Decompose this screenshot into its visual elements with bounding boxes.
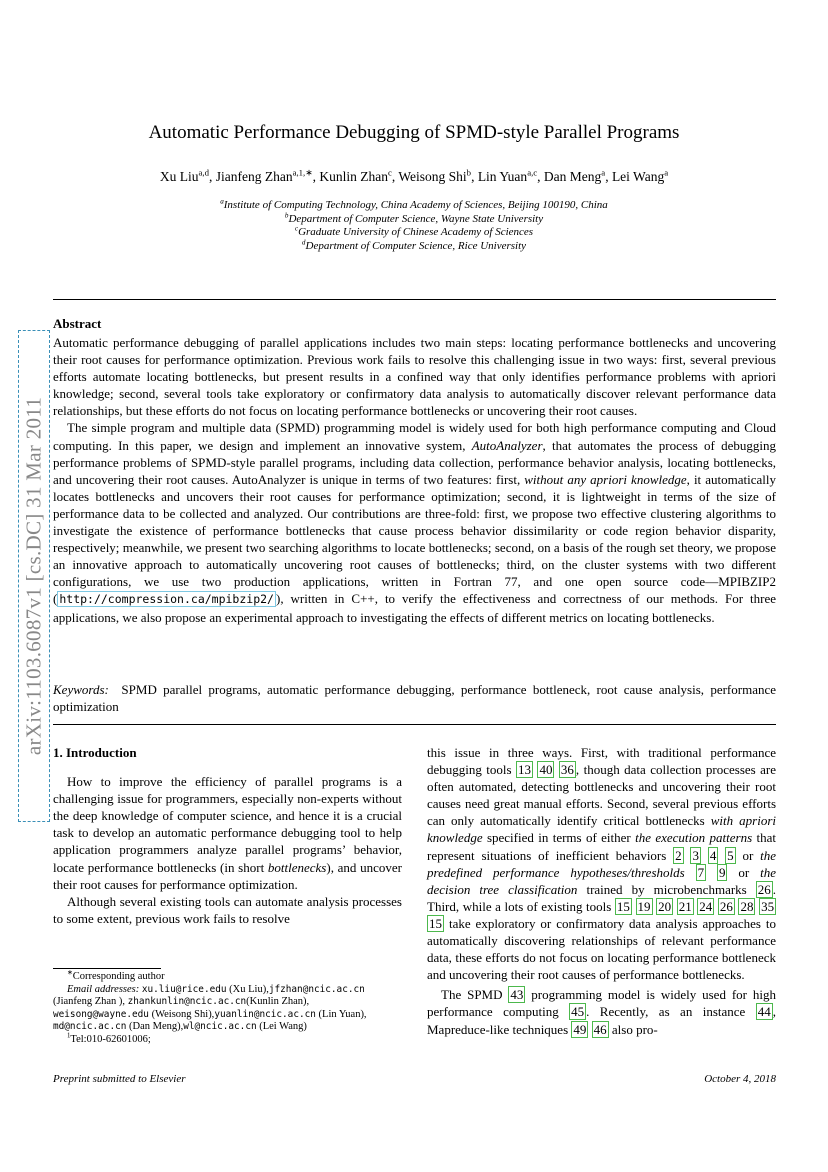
tel-footnote: $^1$Tel:010-62601006; xyxy=(67,1032,151,1045)
author-name: Weisong Shi$^b$ xyxy=(398,167,472,184)
intro-paragraph-4: The SPMD 43 programming model is widely used for high performance computing 45 . Recently, as an instance 44 , Mapreduce-like techniques 49 46 also pro- xyxy=(427,987,776,1037)
citation-link[interactable]: 19 xyxy=(637,898,651,914)
keywords-text: SPMD parallel programs, automatic performance debugging, performance bottleneck, root cause analysis, performance optimization xyxy=(53,682,776,715)
corresponding-footnote: ∗Corresponding author xyxy=(67,969,165,982)
footer-date: October 4, 2018 xyxy=(704,1073,776,1085)
citation-link[interactable]: 44 xyxy=(757,1004,771,1020)
email-address[interactable]: md@ncic.ac.cn xyxy=(53,1021,127,1033)
affiliation-line: $^c$Graduate University of Chinese Academy of Sciences xyxy=(294,224,534,238)
abstract-body xyxy=(53,334,776,626)
citation-link[interactable]: 28 xyxy=(740,898,754,914)
keywords xyxy=(53,681,776,715)
citation-link[interactable]: 26 xyxy=(757,881,771,897)
author-name: Xu Liu$^{a,d}$ xyxy=(159,167,209,184)
abstract-heading: Abstract xyxy=(53,316,102,331)
author-list: Xu Liu$^{a,d}$, Jianfeng Zhan$^{a,1,∗}$, Kunlin Zhan$^c$, Weisong Shi$^b$, Lin Yuan$^{a,c}$, Dan Meng$^a$, Lei Wang$^a$ xyxy=(159,167,669,184)
citation-link[interactable]: 2 xyxy=(675,847,682,863)
citation-link[interactable]: 13 xyxy=(518,762,532,778)
citation-link[interactable]: 21 xyxy=(678,898,692,914)
author-name: Lei Wang$^a$ xyxy=(611,167,669,184)
citation-link[interactable]: 49 xyxy=(573,1021,587,1037)
intro-paragraph-3: this issue in three ways. First, with traditional performance debugging tools 13 40 36 , though data collection processes are often automated, detecting bottlenecks and uncovering their root causes need great manual efforts. Second, several previous efforts can only automatically identify critical bottlenecks with apriori knowledge specified in terms of either the execution patterns that represent situations of inefficient behaviors 2 3 4 5 or the predefined performance hypotheses/thresholds 7 9 or the decision tree classification trained by microbenchmarks 26 . Third, while a lots of existing tools 15 19 20 21 24 26 28 35 15 take exploratory or confirmatory data analysis approaches to automatically discovering relationships of relevant performance data, these efforts do not focus on locating performance bottleneck and uncovering their root causes of performance bottlenecks. xyxy=(427,745,777,983)
footer-preprint: Preprint submitted to Elsevier xyxy=(53,1073,186,1085)
abstract-top-rule xyxy=(53,299,776,300)
author-name: Kunlin Zhan$^c$ xyxy=(319,167,392,184)
keywords-label: Keywords: xyxy=(53,682,109,697)
abstract-paragraph-1: Automatic performance debugging of parallel applications includes two main steps: locating performance bottlenecks and uncovering their root causes for performance optimization. Previous work fails to resolve this challenging issue in two ways: first, several previous efforts automate locating bottlenecks, but present results in a confined way that only identifies performance problems with apriori knowledge; second, several tools take exploratory or confirmatory data analysis to automatically discover relevant performance data relationships, but these efforts do not focus on locating performance bottlenecks or uncovering their root causes. xyxy=(53,335,776,419)
citation-link[interactable]: 36 xyxy=(560,762,574,778)
author-name: Dan Meng$^a$ xyxy=(543,167,606,184)
citation-link[interactable]: 20 xyxy=(658,898,672,914)
intro-paragraph-2: Although several existing tools can automate analysis processes to some extent, previous work fails to resolve xyxy=(53,893,402,926)
citation-link[interactable]: 40 xyxy=(539,762,553,778)
mpibzip2-link[interactable]: http://compression.ca/mpibzip2/ xyxy=(59,592,274,607)
email-address[interactable]: weisong@wayne.edu xyxy=(53,1008,149,1020)
citation-link[interactable]: 24 xyxy=(699,898,713,914)
affiliation-list xyxy=(0,199,828,253)
email-address[interactable]: jfzhan@ncic.ac.cn xyxy=(268,983,365,995)
author-name: Lin Yuan$^{a,c}$ xyxy=(477,167,538,184)
left-column xyxy=(53,744,402,927)
citation-link[interactable]: 15 xyxy=(616,898,630,914)
email-address[interactable]: yuanlin@ncic.ac.cn xyxy=(214,1008,316,1020)
abstract-paragraph-2: The simple program and multiple data (SPMD) programming model is widely used for both high performance computing and Cloud computing. In this paper, we design and implement an innovative system, AutoAnalyzer, that automates the process of debugging performance problems of SPMD-style parallel programs, including data collection, performance behavior analysis, locating bottlenecks, and uncovering their root causes. AutoAnalyzer is unique in terms of two features: first, without any apriori knowledge, it automatically locates bottlenecks and uncovers their root causes for performance optimization; second, it is lightweight in terms of the size of performance data to be collected and analyzed. Our contributions are three-fold: first, we propose two effective clustering algorithms to investigate the existence of performance bottlenecks that cause process behavior dissimilarity or code region behavior disparity, respectively; meanwhile, we present two searching algorithms to locate bottlenecks; second, on a basis of the rough set theory, we propose an innovative approach to automatically uncovering root causes of bottlenecks; third, on the cluster systems with two different configurations, we use two production applications, written in Fortran 77, and one open source code—MPIBZIP2 ( http://compression.ca/mpibzip2/ ), written in C++, to verify the effectiveness and correctness of our methods. For three applications, we also propose an experimental approach to investigating the effects of different metrics on locating bottlenecks. xyxy=(53,420,776,625)
citation-link[interactable]: 26 xyxy=(719,898,733,914)
email-footnote: Email addresses: xu.liu@rice.edu (Xu Liu),jfzhan@ncic.ac.cn (Jianfeng Zhan ), zhankunlin@ncic.ac.cn(Kunlin Zhan), weisong@wayne.edu (Weisong Shi),yuanlin@ncic.ac.cn (Lin Yuan), md@ncic.ac.cn (Dan Meng),wl@ncic.ac.cn (Lei Wang) xyxy=(53,983,367,1033)
email-address[interactable]: wl@ncic.ac.cn xyxy=(183,1021,257,1033)
arxiv-stamp[interactable] xyxy=(18,330,50,822)
affiliation-line: $^b$Department of Computer Science, Wayne State University xyxy=(284,210,544,225)
right-column xyxy=(427,744,776,1038)
citation-link[interactable]: 4 xyxy=(709,847,717,863)
author-name: Jianfeng Zhan$^{a,1,∗}$ xyxy=(215,167,313,184)
paper-title: Automatic Performance Debugging of SPMD-style Parallel Programs xyxy=(148,122,680,143)
intro-paragraph-1: How to improve the efficiency of parallel programs is a challenging issue for programmers, especially non-experts without the deep knowledge of computer science, and hence it is a crucial task to develop an automatic performance debugging tool to help application programmers analyze parallel programs’ behavior, locate performance bottlenecks (in short bottlenecks), and uncover their root causes for performance optimization. xyxy=(53,774,403,892)
citation-link[interactable]: 5 xyxy=(727,847,734,863)
arxiv-id-label: arXiv:1103.6087v1 [cs.DC] 31 Mar 2011 xyxy=(21,396,46,756)
footnotes xyxy=(53,971,402,1047)
citation-link[interactable]: 43 xyxy=(510,987,524,1003)
abstract-bottom-rule xyxy=(53,724,776,725)
email-address[interactable]: zhankunlin@ncic.ac.cn xyxy=(127,996,247,1008)
citation-link[interactable]: 7 xyxy=(697,864,705,880)
citation-link[interactable]: 35 xyxy=(761,898,775,914)
citation-link[interactable]: 9 xyxy=(718,864,726,880)
section-heading: 1. Introduction xyxy=(53,745,137,760)
email-address[interactable]: xu.liu@rice.edu xyxy=(141,983,227,995)
citation-link[interactable]: 45 xyxy=(571,1004,585,1020)
citation-link[interactable]: 15 xyxy=(429,915,442,931)
affiliation-line: $^a$Institute of Computing Technology, China Academy of Sciences, Beijing 100190, China xyxy=(220,197,608,211)
citation-link[interactable]: 3 xyxy=(692,847,699,863)
affiliation-line: $^d$Department of Computer Science, Rice University xyxy=(301,237,527,252)
citation-link[interactable]: 46 xyxy=(593,1021,607,1037)
